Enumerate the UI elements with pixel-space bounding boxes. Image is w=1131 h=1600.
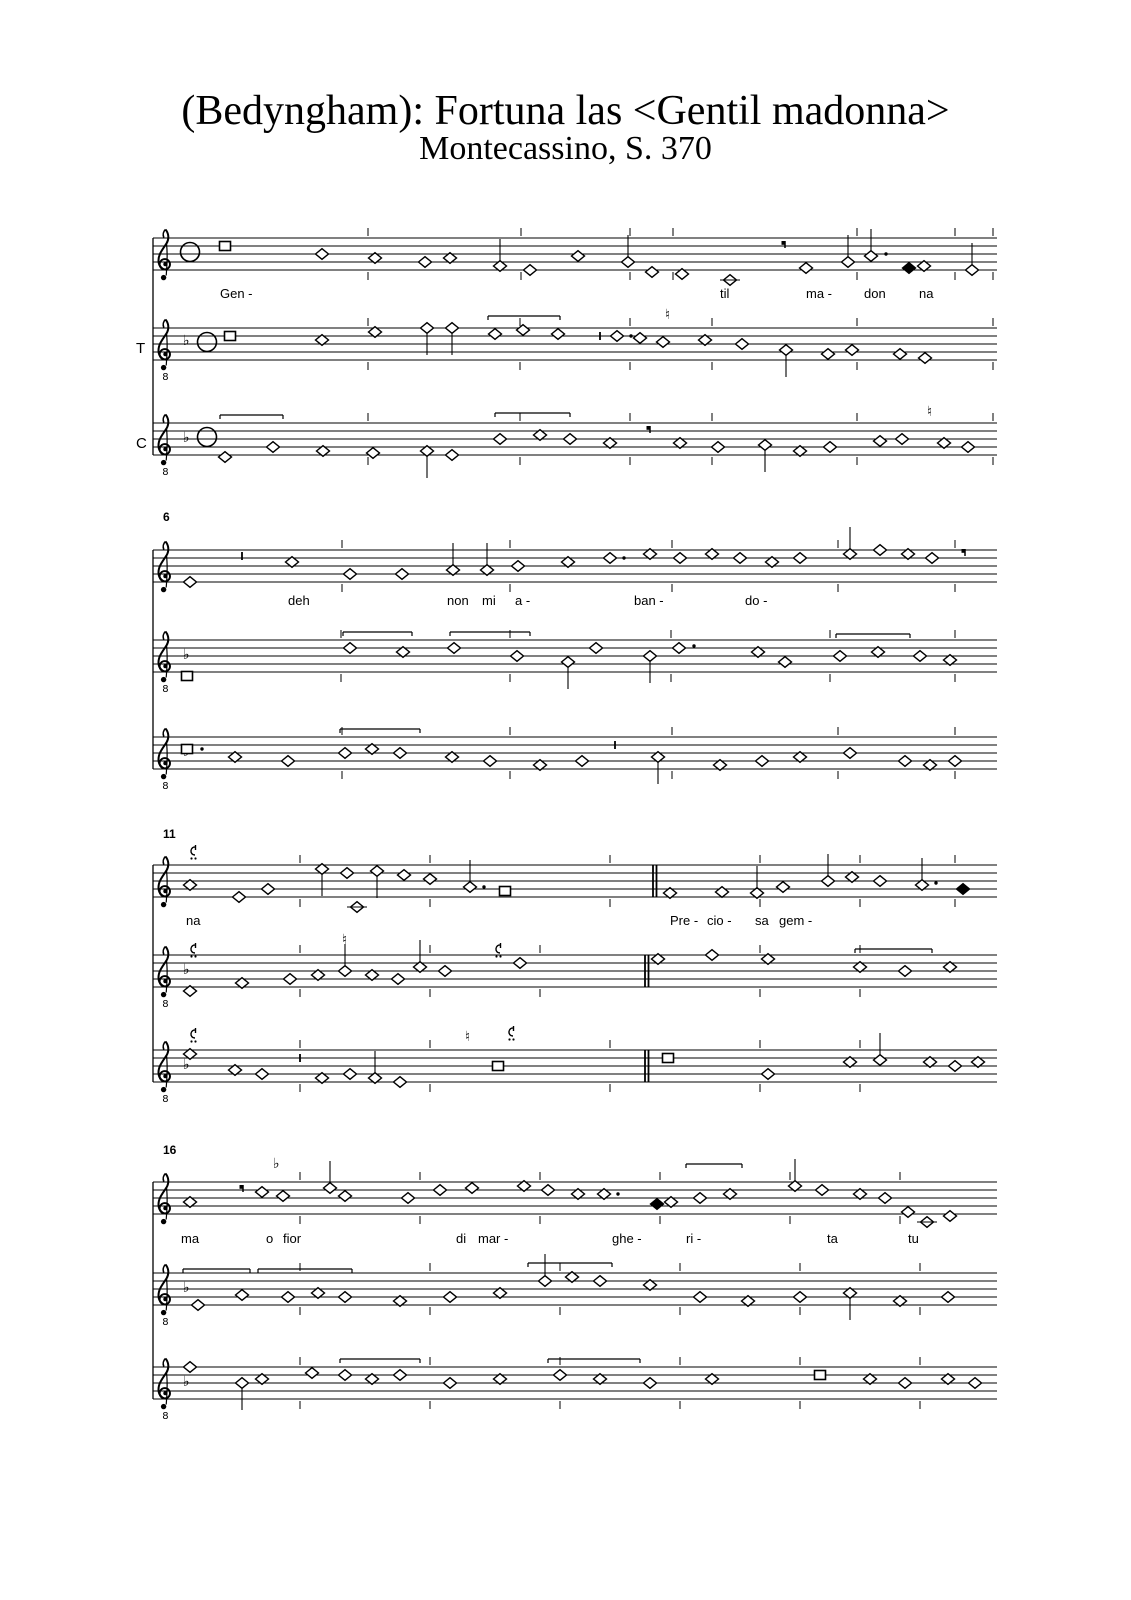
- measure-number: 11: [163, 827, 176, 841]
- treble-clef: [159, 632, 171, 696]
- lyric-syllable: Gen -: [220, 286, 253, 301]
- lyric-syllable: na: [919, 286, 934, 301]
- lyric-syllable: mar -: [478, 1231, 509, 1246]
- lyric-syllable: ri -: [686, 1231, 702, 1246]
- lyric-syllable: fior: [283, 1231, 302, 1246]
- svg-text:8: 8: [162, 1411, 169, 1422]
- lyric-syllable: mi: [482, 593, 496, 608]
- natural-sign: ♮: [927, 404, 933, 420]
- treble-clef: [159, 947, 171, 1011]
- lyric-syllable: na: [186, 913, 201, 928]
- flat-sign: ♭: [183, 647, 190, 663]
- natural-sign: ♮: [342, 932, 348, 948]
- natural-sign: ♮: [665, 307, 671, 323]
- staff-3-2: [153, 932, 997, 1010]
- svg-text:8: 8: [162, 684, 169, 695]
- staff-1-3: [136, 404, 997, 478]
- lyric-syllable: gem -: [779, 913, 813, 928]
- mensuration-circle: [181, 243, 200, 262]
- lyric-syllable: do -: [745, 593, 768, 608]
- lyric-syllable: ma: [181, 1231, 200, 1246]
- svg-text:8: 8: [162, 372, 169, 383]
- svg-text:8: 8: [162, 1317, 169, 1328]
- staff-1-1: [153, 228, 997, 285]
- signum-congruentiae: [190, 1028, 196, 1043]
- treble-clef: [159, 542, 171, 593]
- treble-clef: [159, 1174, 171, 1225]
- mensuration-circle: [198, 428, 217, 447]
- staff-1-2: [136, 307, 997, 383]
- treble-clef: [159, 729, 171, 793]
- system-1: [136, 228, 997, 478]
- lyric-syllable: ma -: [806, 286, 832, 301]
- signum-congruentiae: [508, 1026, 514, 1041]
- staff-4-1: [153, 1156, 997, 1227]
- lyric-syllable: don: [864, 286, 886, 301]
- svg-text:8: 8: [162, 999, 169, 1010]
- piece-title: (Bedyngham): Fortuna las <Gentil madonna>: [181, 88, 950, 134]
- lyric-syllable: a -: [515, 593, 531, 608]
- lyric-syllable: til: [720, 286, 730, 301]
- source-subtitle: Montecassino, S. 370: [419, 130, 712, 167]
- treble-clef: [159, 415, 171, 479]
- measure-number: 16: [163, 1143, 177, 1157]
- lyric-syllable: o: [266, 1231, 274, 1246]
- treble-clef: [159, 857, 171, 908]
- lyric-syllable: sa: [755, 913, 769, 928]
- system-3: [153, 827, 997, 1105]
- lyric-syllable: deh: [288, 593, 310, 608]
- signum-congruentiae: [190, 845, 196, 860]
- mensuration-circle: [198, 333, 217, 352]
- treble-clef: [159, 1042, 171, 1106]
- flat-sign: ♭: [183, 1374, 190, 1390]
- treble-clef: [159, 320, 171, 384]
- svg-text:8: 8: [162, 467, 169, 478]
- flat-sign: ♭: [183, 962, 190, 978]
- system-2: [153, 510, 997, 792]
- svg-text:8: 8: [162, 1094, 169, 1105]
- natural-sign: ♮: [465, 1029, 471, 1045]
- staff-2-1: [153, 527, 997, 592]
- lyric-syllable: ghe -: [612, 1231, 642, 1246]
- flat-sign: ♭: [183, 333, 190, 349]
- voice-label: T: [136, 340, 146, 357]
- staff-4-2: [153, 1254, 997, 1328]
- flat-sign: ♭: [183, 1057, 190, 1073]
- treble-clef: [159, 1359, 171, 1423]
- treble-clef: [159, 230, 171, 281]
- lyric-syllable: non: [447, 593, 469, 608]
- measure-number: 6: [163, 510, 170, 524]
- staff-2-2: [153, 630, 997, 695]
- staff-3-3: [153, 1026, 997, 1105]
- treble-clef: [159, 1265, 171, 1329]
- flat-sign: ♭: [183, 1280, 190, 1296]
- lyric-syllable: di: [456, 1231, 467, 1246]
- lyric-syllable: tu: [908, 1231, 919, 1246]
- system-4: [153, 1143, 997, 1422]
- lyric-syllable: ban -: [634, 593, 664, 608]
- flat-sign: ♭: [273, 1156, 280, 1172]
- lyric-syllable: cio -: [707, 913, 732, 928]
- flat-sign: ♭: [183, 430, 190, 446]
- voice-label: C: [136, 435, 147, 452]
- staff-3-1: [153, 845, 997, 912]
- staff-2-3: [153, 727, 997, 792]
- svg-text:8: 8: [162, 781, 169, 792]
- staff-4-3: [153, 1357, 997, 1422]
- lyric-syllable: ta: [827, 1231, 838, 1246]
- lyric-syllable: Pre -: [670, 913, 699, 928]
